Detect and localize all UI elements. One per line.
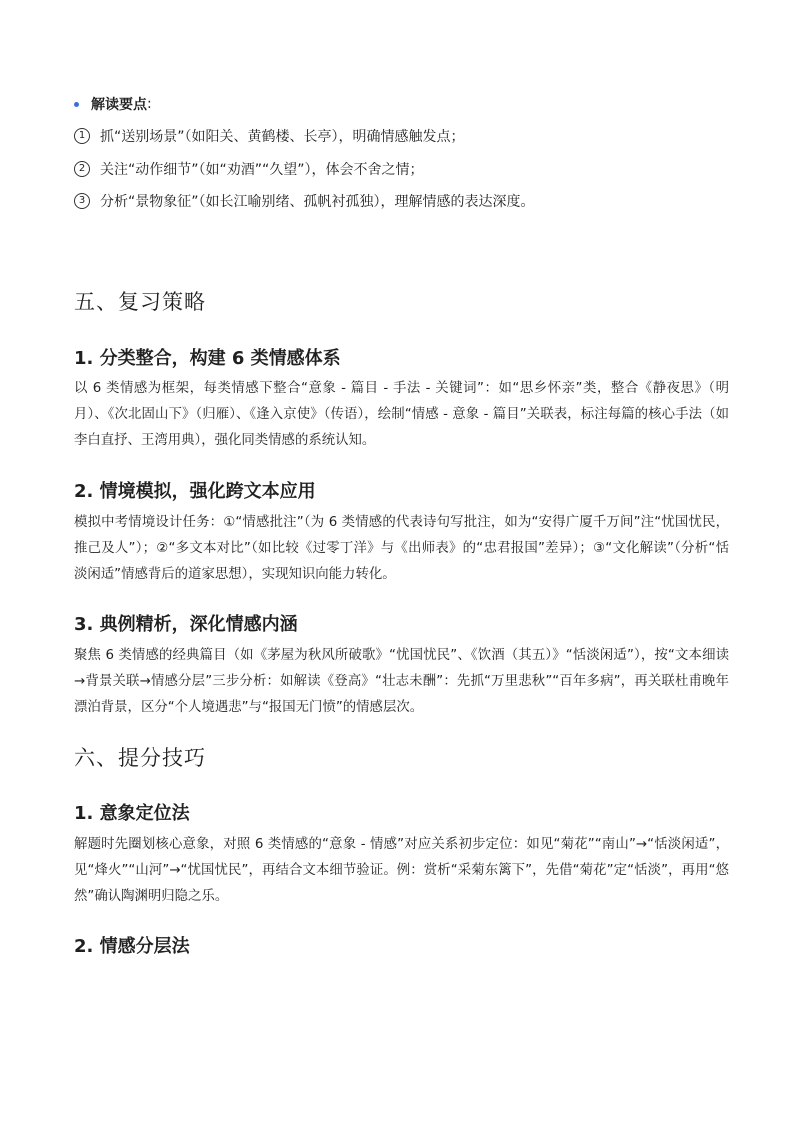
section-5-1-title: 1. 分类整合，构建 6 类情感体系 xyxy=(74,348,341,369)
reading-point-text: 关注“动作细节”（如“劝酒”“久望”），体会不舍之情； xyxy=(100,162,424,178)
circled-number-icon: 2 xyxy=(74,161,90,177)
section-6-2-title: 2. 情感分层法 xyxy=(74,936,190,957)
reading-point-1 xyxy=(74,126,465,146)
reading-points-heading xyxy=(74,94,152,114)
section-5-2-title: 2. 情境模拟，强化跨文本应用 xyxy=(74,481,316,502)
section-6-1-body: 解题时先圈划核心意象，对照 6 类情感的“意象 - 情感”对应关系初步定位：如见“菊花”“南山”→“恬淡闲适”，见“烽火”“山河”→“忧国忧民”，再结合文本细节验证。例：赏析“采菊东篱下”，先借“菊花”定“恬淡”，再用“悠然”确认陶渊明归隐之乐。 xyxy=(74,837,729,904)
reading-points-colon: : xyxy=(147,96,152,112)
section-6-title: 六、提分技巧 xyxy=(74,746,206,770)
circled-number-icon: 1 xyxy=(74,128,90,144)
reading-point-text: 抓“送别场景”（如阳关、黄鹤楼、长亭），明确情感触发点； xyxy=(100,129,465,145)
section-5-2-body: 模拟中考情境设计任务：①“情感批注”（为 6 类情感的代表诗句写批注，如为“安得广厦千万间”注“忧国忧民，推己及人”）；②“多文本对比”（如比较《过零丁洋》与《出师表》的“忠君报国”差异）；③“文化解读”（分析“恬淡闲适”情感背后的道家思想），实现知识向能力转化。 xyxy=(74,515,729,582)
circled-number-icon: 3 xyxy=(74,193,90,209)
section-6-1-title: 1. 意象定位法 xyxy=(74,803,190,824)
reading-points-label: 解读要点 xyxy=(91,97,147,113)
section-5-3-body: 聚焦 6 类情感的经典篇目（如《茅屋为秋风所破歌》“忧国忧民”、《饮酒（其五）》“恬淡闲适”），按“文本细读→背景关联→情感分层”三步分析：如解读《登高》“壮志未酬”：先抓“万里悲秋”“百年多病”，再关联杜甫晚年漂泊背景，区分“个人境遇悲”与“报国无门愤”的情感层次。 xyxy=(74,648,729,715)
reading-point-2 xyxy=(74,159,424,179)
reading-point-text: 分析“景物象征”（如长江喻别绪、孤帆衬孤独），理解情感的表达深度。 xyxy=(100,194,535,210)
bullet-icon xyxy=(74,102,79,107)
section-5-1-body: 以 6 类情感为框架，每类情感下整合“意象 - 篇目 - 手法 - 关键词”：如“思乡怀亲”类，整合《静夜思》（明月）、《次北固山下》（归雁）、《逢入京使》（传语），绘制“情感 - 意象 - 篇目”关联表，标注每篇的核心手法（如李白直抒、王湾用典），强化同类情感的系统认知。 xyxy=(74,381,729,448)
reading-point-3 xyxy=(74,191,535,211)
section-5-3-title: 3. 典例精析，深化情感内涵 xyxy=(74,614,298,635)
section-5-title: 五、复习策略 xyxy=(74,290,206,314)
